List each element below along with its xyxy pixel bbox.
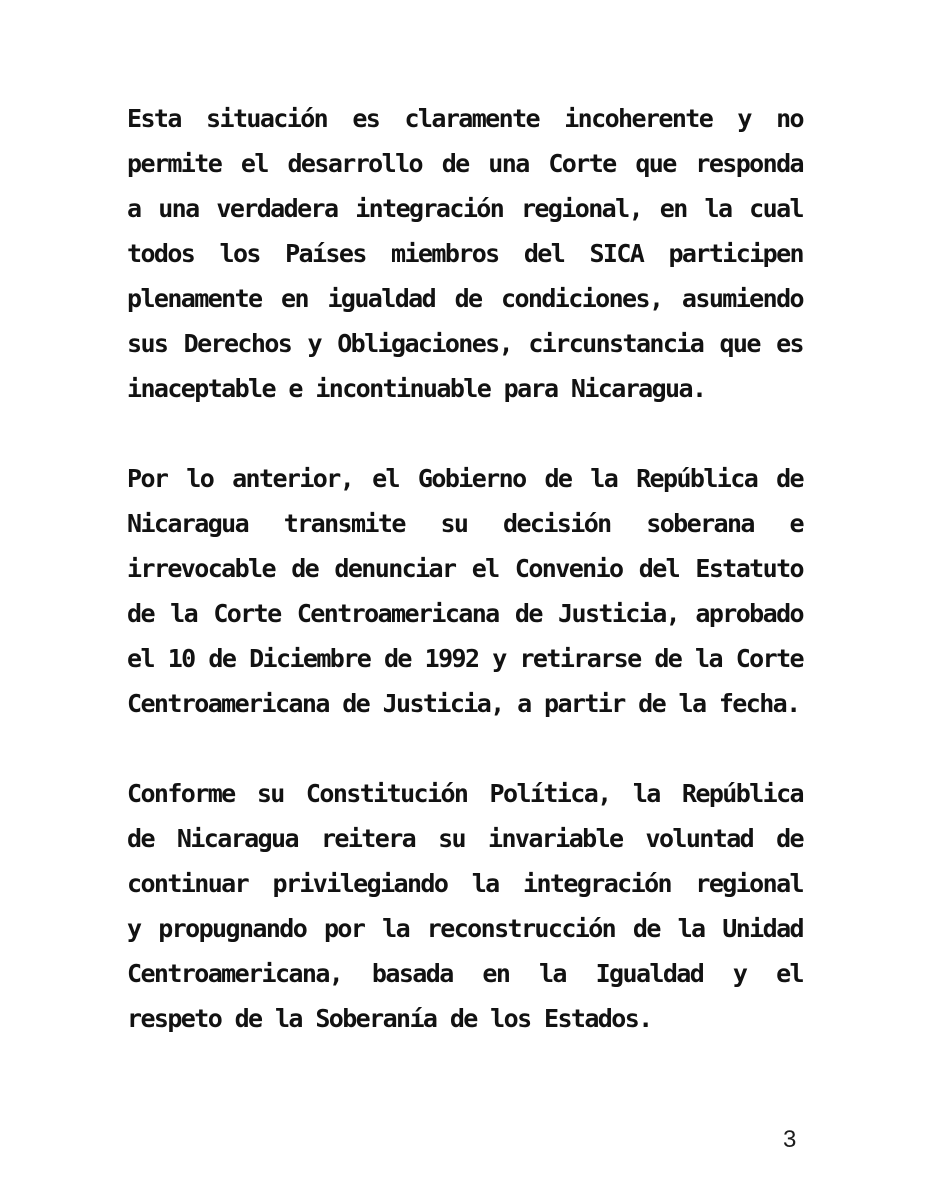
page-number: 3 [783, 1126, 797, 1153]
text-line: Conforme su Constitución Política, la República [127, 779, 803, 808]
document-text-block [127, 96, 803, 1086]
text-line: Nicaragua transmite su decisión soberana e [127, 509, 803, 538]
text-line: inaceptable e incontinuable para Nicaragua. [127, 374, 706, 403]
text-line: permite el desarrollo de una Corte que responda [127, 149, 803, 178]
text-line: y propugnando por la reconstrucción de la Unidad [127, 914, 803, 943]
text-line: plenamente en igualdad de condiciones, asumiendo [127, 284, 803, 313]
text-line: Esta situación es claramente incoherente y no [127, 104, 803, 133]
text-line: respeto de la Soberanía de los Estados. [127, 1004, 652, 1033]
text-line: el 10 de Diciembre de 1992 y retirarse de la Corte [127, 644, 803, 673]
text-line: Por lo anterior, el Gobierno de la República de [127, 464, 803, 493]
text-line: de la Corte Centroamericana de Justicia, aprobado [127, 599, 803, 628]
paragraph [127, 456, 803, 726]
text-line: Centroamericana de Justicia, a partir de la fecha. [127, 689, 800, 718]
paragraph [127, 96, 803, 411]
paragraph [127, 771, 803, 1041]
text-line: todos los Países miembros del SICA participen [127, 239, 803, 268]
text-line: sus Derechos y Obligaciones, circunstancia que es [127, 329, 803, 358]
text-line: continuar privilegiando la integración regional [127, 869, 803, 898]
text-line: a una verdadera integración regional, en la cual [127, 194, 803, 223]
text-line: Centroamericana, basada en la Igualdad y el [127, 959, 803, 988]
text-line: irrevocable de denunciar el Convenio del Estatuto [127, 554, 803, 583]
text-line: de Nicaragua reitera su invariable voluntad de [127, 824, 803, 853]
